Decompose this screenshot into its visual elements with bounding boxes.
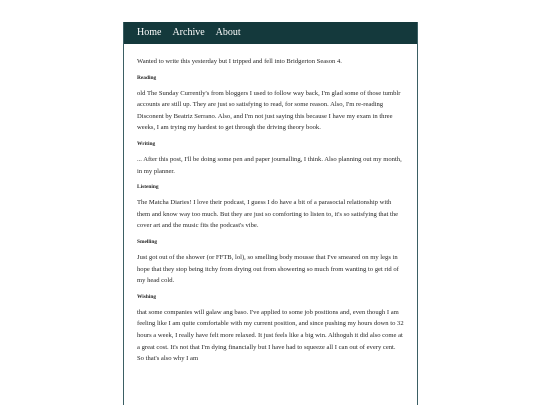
section-body-writing: ... After this post, I'll be doing some pen and paper journalling, I think. Also planning out my month, in my planner. bbox=[137, 155, 402, 175]
section-heading-reading: Reading bbox=[137, 74, 157, 81]
section-heading-wishing: Wishing bbox=[137, 293, 157, 300]
section-heading-listening: Listening bbox=[137, 184, 159, 191]
nav-home-link[interactable]: Home bbox=[137, 27, 162, 38]
nav-about-link[interactable]: About bbox=[215, 27, 241, 38]
section-heading-writing: Writing bbox=[137, 140, 156, 147]
post-intro: Wanted to write this yesterday but I tripped and fell into Bridgerton Season 4. bbox=[137, 58, 342, 65]
nav-archive-link[interactable]: Archive bbox=[172, 27, 205, 38]
section-body-reading: old The Sunday Currently's from bloggers I used to follow way back, I'm glad some of those tumblr accounts are still up. They are just so satisfying to read, for some reason. Also, I'm re-reading Disconent by Beatriz Serrano. Also, and I'm not just saying this because I have my exam in three weeks, I am trying my hardest to get through the driving theory book. bbox=[137, 89, 401, 132]
section-body-smelling: Just got out of the shower (or FFTB, lol), so smelling body mousse that I've smeared on my legs in hope that they stop being itchy from drying out from showering so much from wanting to get rid of my head cold. bbox=[137, 253, 399, 285]
top-nav bbox=[124, 22, 417, 44]
blog-frame bbox=[123, 22, 418, 405]
section-body-wishing: that some companies will galaw ang baso. I've applied to some job positions and, even though I am feeling like I am quite comfortable with my current position, and since pushing my hours down to 32 hours a week, I really have felt more relaxed. It just feels like a big win. Althoguh it did also come at a great cost. It's not that I'm dying financially but I have had to squeeze all I can out of every cent. So that's also why I am bbox=[137, 308, 404, 363]
section-heading-smelling: Smelling bbox=[137, 238, 158, 245]
blog-post bbox=[124, 44, 417, 365]
section-body-listening: The Matcha Diaries! I love their podcast, I guess I do have a bit of a parasocial relationship with them and know way too much. But they are just so comforting to listen to, it's so satisfying that the cover art and the music fits the podcast's vibe. bbox=[137, 199, 399, 230]
